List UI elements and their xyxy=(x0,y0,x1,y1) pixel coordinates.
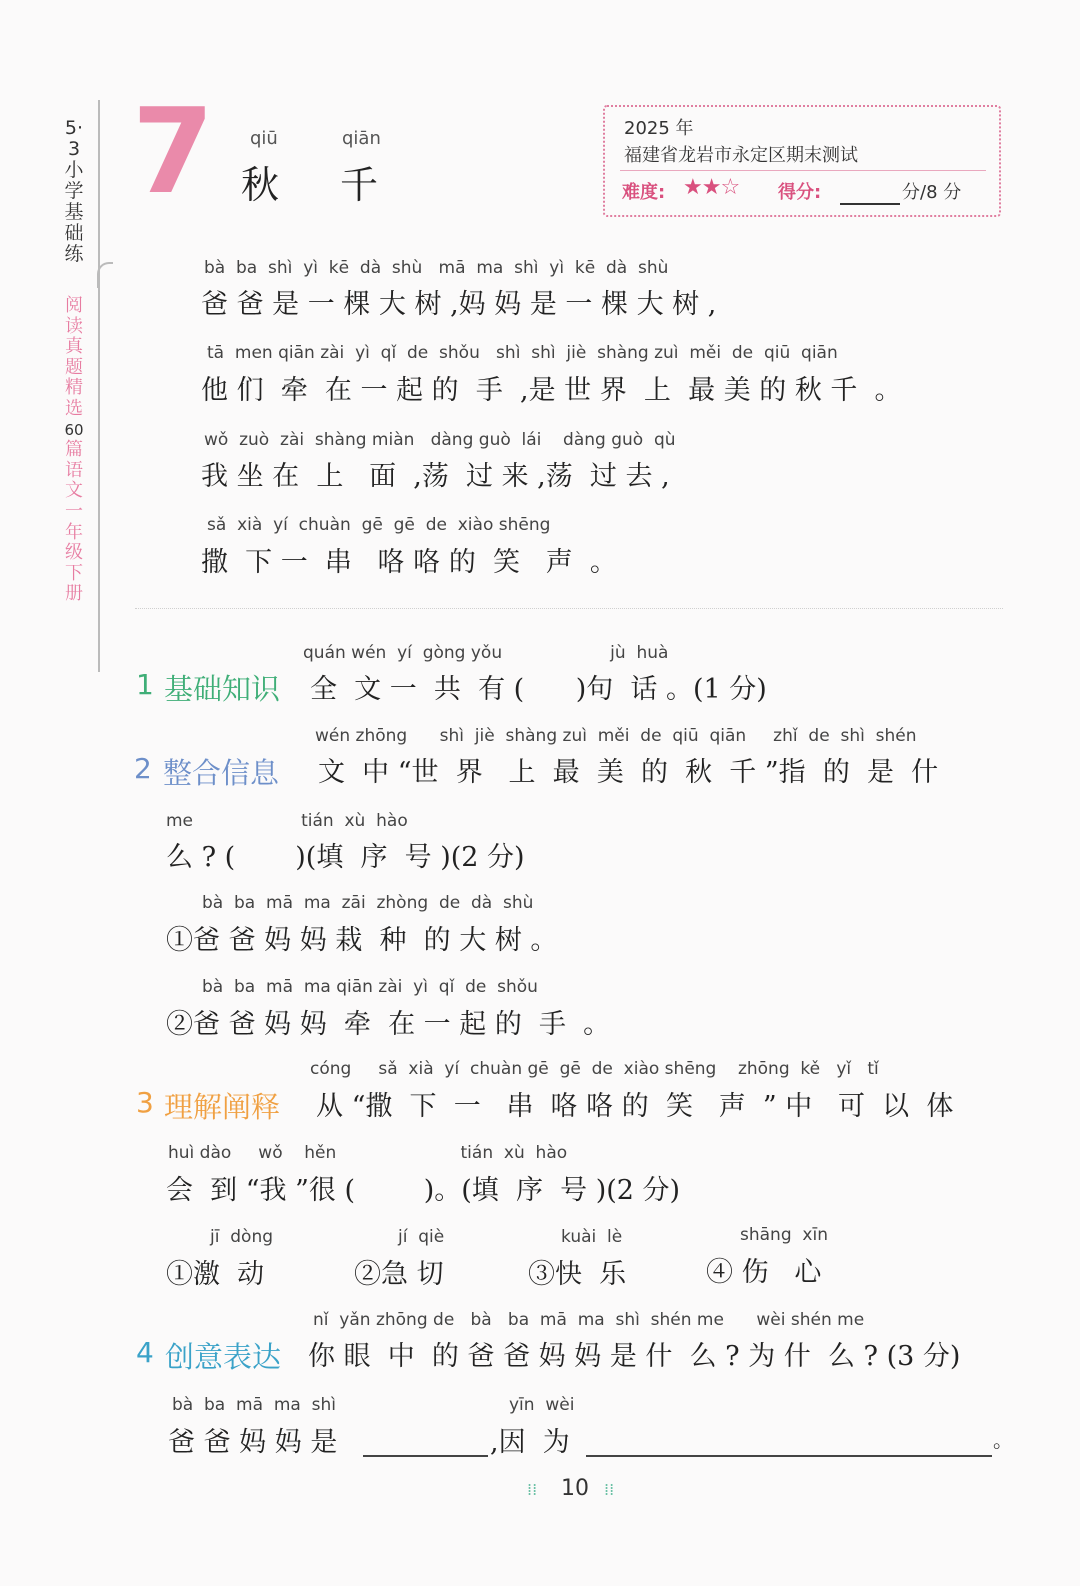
subtitle-part-d: 一年级下册 xyxy=(65,500,83,605)
q3-option-1-pinyin: jī dòng xyxy=(210,1227,274,1247)
poem-line-1: 爸 爸 是 一 棵 大 树 ,妈 妈 是 一 棵 大 树 , xyxy=(201,289,717,320)
page-number: 10 xyxy=(561,1476,589,1501)
q1-text: 全 文 一 共 有 ( )句 话 。(1 分) xyxy=(310,674,767,705)
subtitle-part-c: 语文 xyxy=(65,459,83,502)
poem-line-1-pinyin: bà ba shì yì kē dà shù mā ma shì yì kē dà shù xyxy=(204,258,669,278)
q4-answer-pinyin-b: yīn wèi xyxy=(509,1395,575,1415)
q3-option-2[interactable]: ②急 切 xyxy=(354,1259,444,1290)
title-pinyin-1: qiū xyxy=(250,128,278,149)
title-char-1: 秋 xyxy=(241,163,280,207)
q2-pinyin: wén zhōng shì jiè shàng zuì měi de qiū qiān zhǐ de shì shén xyxy=(315,726,917,746)
page-deco-left-icon: ⁞⁞ xyxy=(527,1480,538,1499)
q3-pinyin: cóng sǎ xià yí chuàn gē gē de xiào shēng zhōng kě yǐ tǐ xyxy=(310,1059,879,1079)
sidebar-divider xyxy=(98,100,100,672)
q4-pinyin: nǐ yǎn zhōng de bà ba mā ma shì shén me wèi shén me xyxy=(313,1310,865,1330)
series-title: 5·3小学基础练 xyxy=(64,117,84,265)
subtitle-part-a: 阅读真题精选 xyxy=(65,295,83,419)
q4-answer-prefix: 爸 爸 妈 妈 是 xyxy=(168,1427,338,1458)
q3-option-2-pinyin: jí qiè xyxy=(398,1227,445,1247)
section-divider xyxy=(135,608,1003,609)
poem-line-4: 撒 下 一 串 咯 咯 的 笑 声 。 xyxy=(201,547,617,578)
q2-option-1[interactable]: ①爸 爸 妈 妈 栽 种 的 大 树 。 xyxy=(166,925,558,956)
q3-option-1[interactable]: ①激 动 xyxy=(166,1259,265,1290)
score-blank[interactable] xyxy=(840,203,900,205)
q3-label: 理解阐释 xyxy=(164,1090,281,1124)
score-total: 分/8 分 xyxy=(902,182,962,203)
series-subtitle xyxy=(64,296,84,605)
q2-number: 2 xyxy=(134,752,152,785)
poem-line-3-pinyin: wǒ zuò zài shàng miàn dàng guò lái dàng guò qù xyxy=(204,430,676,450)
q3-option-3[interactable]: ③快 乐 xyxy=(528,1259,627,1290)
difficulty-label: 难度: xyxy=(622,182,666,203)
exam-year: 2025 年 xyxy=(624,118,694,139)
q2-option-2-pinyin: bà ba mā ma qiān zài yì qǐ de shǒu xyxy=(202,977,538,997)
exam-source: 福建省龙岩市永定区期末测试 xyxy=(624,145,858,166)
difficulty-stars: ★★☆ xyxy=(683,175,740,200)
info-divider xyxy=(620,170,986,171)
q4-answer-end: 。 xyxy=(993,1428,1013,1452)
title-pinyin-2: qiān xyxy=(342,128,381,149)
score-label: 得分: xyxy=(778,182,822,203)
title-char-2: 千 xyxy=(340,163,379,207)
poem-line-3: 我 坐 在 上 面 ,荡 过 来 ,荡 过 去 , xyxy=(201,461,670,492)
poem-line-4-pinyin: sǎ xià yí chuàn gē gē de xiào shēng xyxy=(207,515,551,535)
page-deco-right-icon: ⁞⁞ xyxy=(604,1480,615,1499)
q4-number: 4 xyxy=(136,1336,154,1369)
q4-answer-because: ,因 为 xyxy=(490,1427,570,1458)
q2-text: 文 中 “世 界 上 最 美 的 秋 千 ”指 的 是 什 xyxy=(318,757,939,788)
q4-answer-blank-1[interactable] xyxy=(363,1455,488,1457)
q3-pinyin-2: huì dào wǒ hěn tián xù hào xyxy=(168,1143,568,1163)
q4-answer-pinyin-a: bà ba mā ma shì xyxy=(172,1395,336,1415)
q1-pinyin: quán wén yí gòng yǒu jù huà xyxy=(303,643,669,663)
poem-line-2-pinyin: tā men qiān zài yì qǐ de shǒu shì shì jiè shàng zuì měi de qiū qiān xyxy=(207,343,838,363)
q3-option-3-pinyin: kuài lè xyxy=(561,1227,623,1247)
lesson-number: 7 xyxy=(132,82,215,220)
poem-line-2: 他 们 牵 在 一 起 的 手 ,是 世 界 上 最 美 的 秋 千 。 xyxy=(201,375,902,406)
q1-label: 基础知识 xyxy=(164,672,281,706)
q1-number: 1 xyxy=(136,668,154,701)
q2-option-1-pinyin: bà ba mā ma zāi zhòng de dà shù xyxy=(202,893,534,913)
q3-text-2: 会 到 “我 ”很 ( )。(填 序 号 )(2 分) xyxy=(166,1175,681,1206)
q3-option-4[interactable]: ④ 伤 心 xyxy=(706,1257,822,1288)
q2-label: 整合信息 xyxy=(163,756,280,790)
q4-text: 你 眼 中 的 爸 爸 妈 妈 是 什 么 ? 为 什 么 ? (3 分) xyxy=(308,1341,961,1372)
q2-option-2[interactable]: ②爸 爸 妈 妈 牵 在 一 起 的 手 。 xyxy=(166,1009,611,1040)
subtitle-part-b: 篇 xyxy=(65,439,83,461)
q3-option-4-pinyin: shāng xīn xyxy=(740,1225,828,1245)
q4-label: 创意表达 xyxy=(165,1340,282,1374)
q3-number: 3 xyxy=(136,1086,154,1119)
q4-answer-blank-2[interactable] xyxy=(586,1455,992,1457)
q3-text: 从 “撒 下 一 串 咯 咯 的 笑 声 ” 中 可 以 体 xyxy=(316,1091,954,1122)
subtitle-number: 60 xyxy=(64,420,84,439)
q2-text-2: 么 ? ( )(填 序 号 )(2 分) xyxy=(166,842,525,873)
sidebar-notch xyxy=(97,262,113,288)
q2-pinyin-2: me tián xù hào xyxy=(166,811,408,831)
